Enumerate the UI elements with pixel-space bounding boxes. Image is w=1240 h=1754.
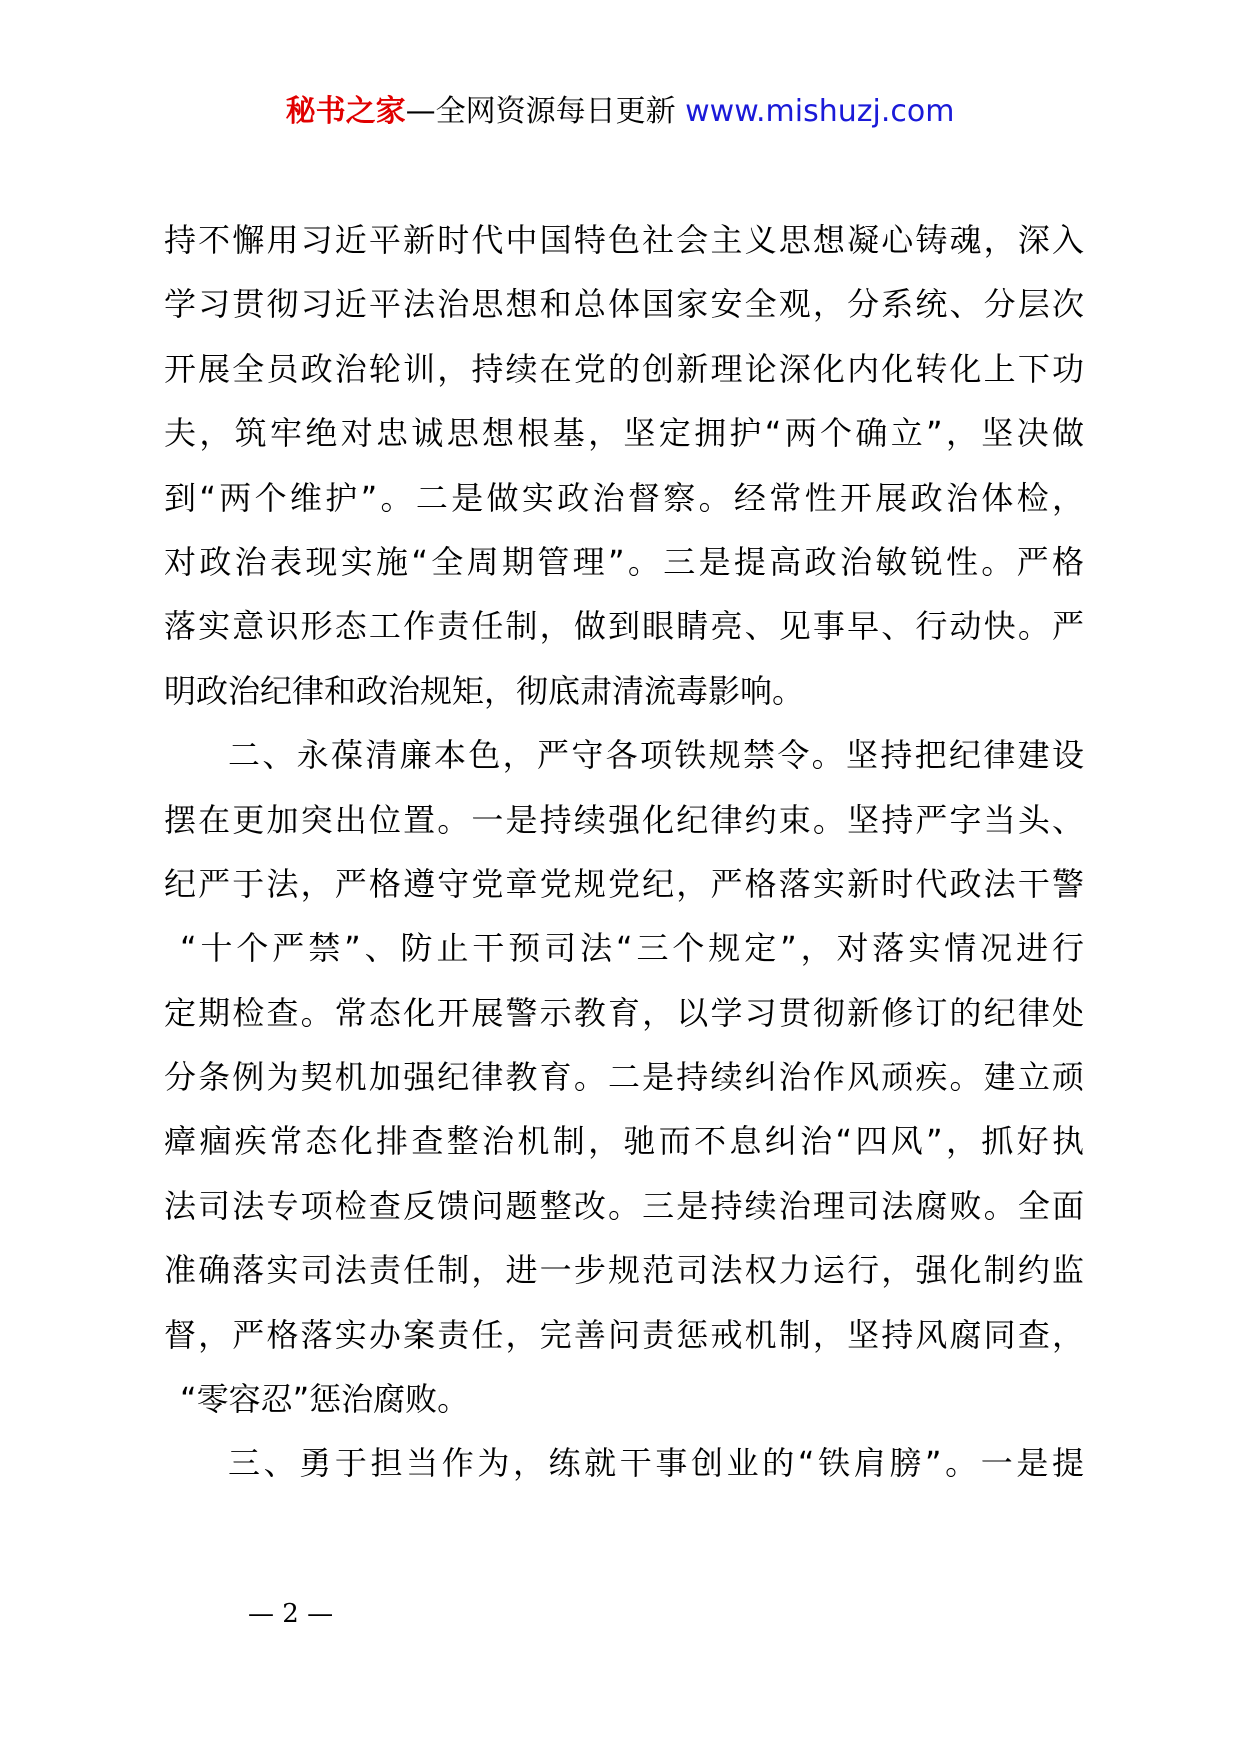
text-line: 摆在更加突出位置。一是持续强化纪律约束。坚持严字当头、 xyxy=(164,800,1084,839)
text-line: 对政治表现实施“全周期管理”。三是提高政治敏锐性。严格 xyxy=(164,542,1084,581)
section-heading-line: 二、永葆清廉本色，严守各项铁规禁令。坚持把纪律建设 xyxy=(228,736,1084,775)
page-number: — 2 — xyxy=(248,1599,334,1629)
text-line: 定期检查。常态化开展警示教育，以学习贯彻新修订的纪律处 xyxy=(164,993,1084,1032)
text-line: 落实意识形态工作责任制，做到眼睛亮、见事早、行动快。严 xyxy=(164,607,1084,646)
site-tagline: —全网资源每日更新 xyxy=(405,94,676,129)
text-line: 分条例为契机加强纪律教育。二是持续纠治作风顽疾。建立顽 xyxy=(164,1058,1084,1097)
paragraph-end-line: “零容忍”惩治腐败。 xyxy=(180,1380,470,1419)
text-line: 持不懈用习近平新时代中国特色社会主义思想凝心铸魂，深入 xyxy=(164,221,1084,259)
document-body xyxy=(164,208,1084,1496)
text-line: 开展全员政治轮训，持续在党的创新理论深化内化转化上下功 xyxy=(164,349,1084,388)
site-brand: 秘书之家 xyxy=(285,94,406,129)
text-line: 纪严于法，严格遵守党章党规党纪，严格落实新时代政法干警 xyxy=(164,864,1084,903)
site-url[interactable]: www.mishuzj.com xyxy=(685,94,955,129)
section-heading-line: 三、勇于担当作为，练就干事创业的“铁肩膀”。一是提 xyxy=(228,1444,1084,1483)
text-line: 学习贯彻习近平法治思想和总体国家安全观，分系统、分层次 xyxy=(164,285,1084,324)
text-line: 瘴痼疾常态化排查整治机制，驰而不息纠治“四风”，抓好执 xyxy=(164,1122,1084,1161)
text-line: 到“两个维护”。二是做实政治督察。经常性开展政治体检， xyxy=(164,478,1084,517)
text-line: “十个严禁”、防止干预司法“三个规定”，对落实情况进行 xyxy=(180,929,1084,968)
text-line: 督，严格落实办案责任，完善问责惩戒机制，坚持风腐同查， xyxy=(164,1315,1084,1354)
paragraph-end-line: 明政治纪律和政治规矩，彻底肃清流毒影响。 xyxy=(164,671,805,710)
text-line: 准确落实司法责任制，进一步规范司法权力运行，强化制约监 xyxy=(164,1251,1084,1290)
text-line: 法司法专项检查反馈问题整改。三是持续治理司法腐败。全面 xyxy=(164,1186,1084,1225)
text-line: 夫，筑牢绝对忠诚思想根基，坚定拥护“两个确立”，坚决做 xyxy=(164,414,1084,453)
site-header xyxy=(0,92,1240,132)
